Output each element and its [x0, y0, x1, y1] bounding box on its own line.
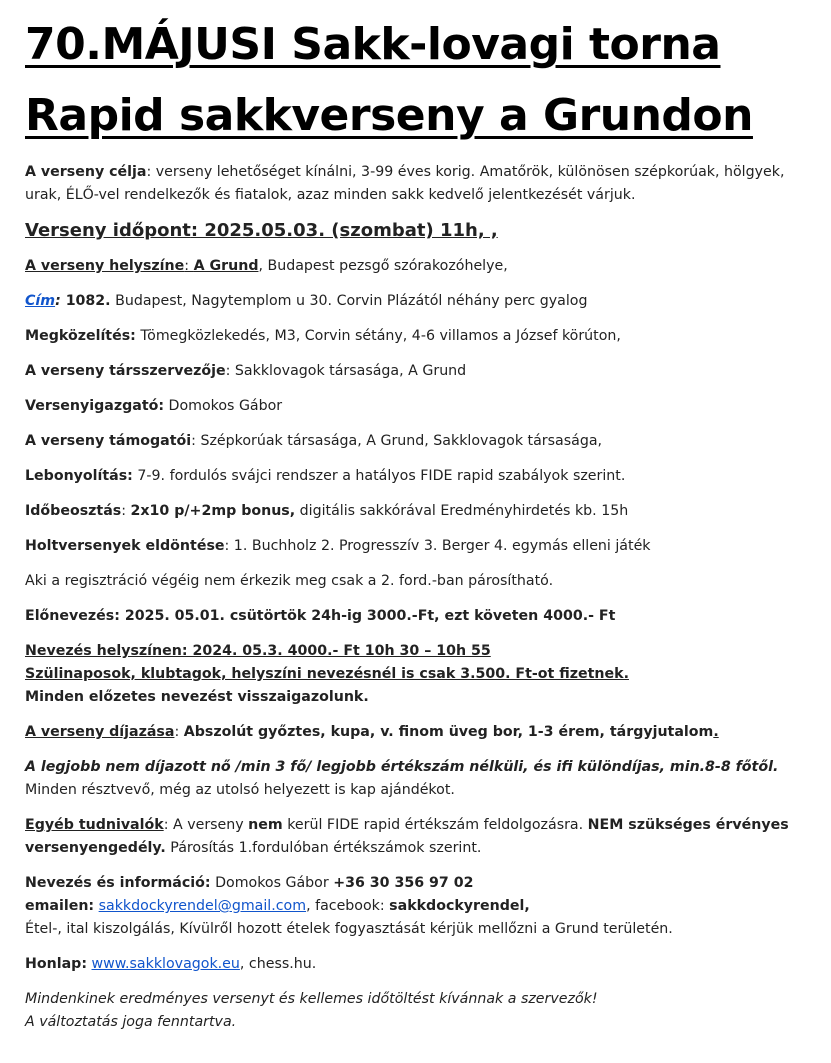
special-prizes-paragraph	[25, 756, 825, 802]
venue-line	[25, 255, 825, 278]
other-info-paragraph	[25, 814, 825, 860]
director-line	[25, 395, 825, 418]
other-info-t1: : A verseny	[163, 817, 249, 833]
email-label: emailen:	[25, 898, 95, 914]
special-prizes-rest: Minden résztvevő, még az utolsó helyezett is kap ajándékot.	[25, 782, 455, 798]
goal-label: A verseny célja	[25, 164, 147, 180]
title-main: 70.MÁJUSI Sakk-lovagi torna	[25, 19, 721, 70]
director-text: Domokos Gábor	[164, 398, 283, 414]
timing-sep: :	[121, 503, 131, 519]
coorganizer-text: : Sakklovagok társasága, A Grund	[225, 363, 467, 379]
goal-text: : verseny lehetőséget kínálni, 3-99 éves korig. Amatőrök, különösen szépkorúak, hölgyek, urak, ÉLŐ-vel rendelkezők és fiatalok, azaz minden sakk kedvelő jelentkezését várjuk.	[25, 164, 785, 203]
tiebreak-line	[25, 535, 825, 558]
preregistration-line: Előnevezés: 2025. 05.01. csütörtök 24h-ig 3000.-Ft, ezt követen 4000.- Ft	[25, 608, 616, 624]
onsite-line-1: Nevezés helyszínen: 2024. 05.3. 4000.- Ft 10h 30 – 10h 55	[25, 643, 491, 659]
other-info-label: Egyéb tudnivalók	[25, 817, 164, 833]
website-line	[25, 953, 825, 976]
format-line	[25, 465, 825, 488]
address-label-link[interactable]: Cím	[25, 293, 56, 309]
sponsors-line	[25, 430, 825, 453]
website-label: Honlap:	[25, 956, 87, 972]
venue-name: A Grund	[193, 258, 259, 274]
onsite-line-3: Minden előzetes nevezést visszaigazolunk.	[25, 689, 369, 705]
sponsors-text: : Szépkorúak társasága, A Grund, Sakklovagok társasága,	[191, 433, 603, 449]
format-label: Lebonyolítás:	[25, 468, 133, 484]
other-info-t3: Párosítás 1.fordulóban értékszámok szerint.	[165, 840, 482, 856]
other-info-t2: kerül FIDE rapid értékszám feldolgozásra.	[282, 817, 588, 833]
late-arrival-note: Aki a regisztráció végéig nem érkezik meg csak a 2. ford.-ban párosítható.	[25, 573, 554, 589]
facebook-label: , facebook:	[306, 898, 390, 914]
coorganizer-line	[25, 360, 825, 383]
onsite-line-2: Szülinaposok, klubtagok, helyszíni nevezésnél is csak 3.500. Ft-ot fizetnek.	[25, 666, 629, 682]
coorganizer-label: A verseny társszervezője	[25, 363, 226, 379]
date-value: : 2025.05.03. (szombat) 11h, ,	[190, 220, 498, 241]
document-page	[25, 0, 825, 1034]
website-rest: , chess.hu.	[239, 956, 317, 972]
tiebreak-label: Holtversenyek eldöntése	[25, 538, 225, 554]
onsite-registration	[25, 640, 825, 709]
timing-value: 2x10 p/+2mp bonus,	[130, 503, 296, 519]
prizes-label: A verseny díjazása	[25, 724, 175, 740]
goal-paragraph	[25, 161, 825, 207]
closing-line-2: A változtatás joga fenntartva.	[25, 1014, 237, 1030]
timing-line	[25, 500, 825, 523]
website-link[interactable]: www.sakklovagok.eu	[91, 956, 240, 972]
format-text: 7-9. fordulós svájci rendszer a hatályos FIDE rapid szabályok szerint.	[132, 468, 626, 484]
food-note: Étel-, ital kiszolgálás, Kívülről hozott ételek fogyasztását kérjük mellőzni a Grund területén.	[25, 921, 673, 937]
prizes-text: Abszolút győztes, kupa, v. finom üveg bor, 1-3 érem, tárgyjutalom	[183, 724, 714, 740]
address-rest: Budapest, Nagytemplom u 30. Corvin Plázától néhány perc gyalog	[110, 293, 588, 309]
contact-phone: +36 30 356 97 02	[333, 875, 474, 891]
approach-text: Tömegközlekedés, M3, Corvin sétány, 4-6 villamos a József körúton,	[135, 328, 621, 344]
address-line	[25, 290, 825, 313]
prizes-sep: :	[174, 724, 184, 740]
timing-rest: digitális sakkórával Eredményhirdetés kb. 15h	[295, 503, 629, 519]
title-sub: Rapid sakkverseny a Grundon	[25, 90, 753, 141]
tiebreak-text: : 1. Buchholz 2. Progresszív 3. Berger 4. egymás elleni játék	[224, 538, 651, 554]
contact-label: Nevezés és információ:	[25, 875, 211, 891]
facebook-handle: sakkdockyrendel,	[389, 898, 530, 914]
closing-line-1: Mindenkinek eredményes versenyt és kellemes időtöltést kívánnak a szervezők!	[25, 991, 598, 1007]
prizes-dot: .	[713, 724, 719, 740]
venue-label: A verseny helyszíne	[25, 258, 185, 274]
email-link[interactable]: sakkdockyrendel@gmail.com	[98, 898, 307, 914]
address-zip: 1082.	[60, 293, 111, 309]
director-label: Versenyigazgató:	[25, 398, 165, 414]
prizes-line	[25, 721, 825, 744]
approach-label: Megközelítés:	[25, 328, 136, 344]
approach-line	[25, 325, 825, 348]
venue-rest: , Budapest pezsgő szórakozóhelye,	[258, 258, 508, 274]
timing-label: Időbeosztás	[25, 503, 122, 519]
date-label: Verseny időpont	[25, 220, 191, 241]
contact-paragraph	[25, 872, 825, 941]
date-line	[25, 219, 825, 243]
sponsors-label: A verseny támogatói	[25, 433, 192, 449]
closing-note	[25, 988, 825, 1034]
special-prizes-bold: A legjobb nem díjazott nő /min 3 fő/ legjobb értékszám nélküli, és ifi különdíjas, min.8-8 főtől.	[25, 759, 779, 775]
other-info-bold: NEM szükséges érvényes versenyengedély.	[25, 817, 789, 856]
other-info-nem: nem	[248, 817, 283, 833]
venue-sep: :	[184, 258, 194, 274]
address-colon: :	[55, 293, 61, 309]
contact-name: Domokos Gábor	[210, 875, 334, 891]
